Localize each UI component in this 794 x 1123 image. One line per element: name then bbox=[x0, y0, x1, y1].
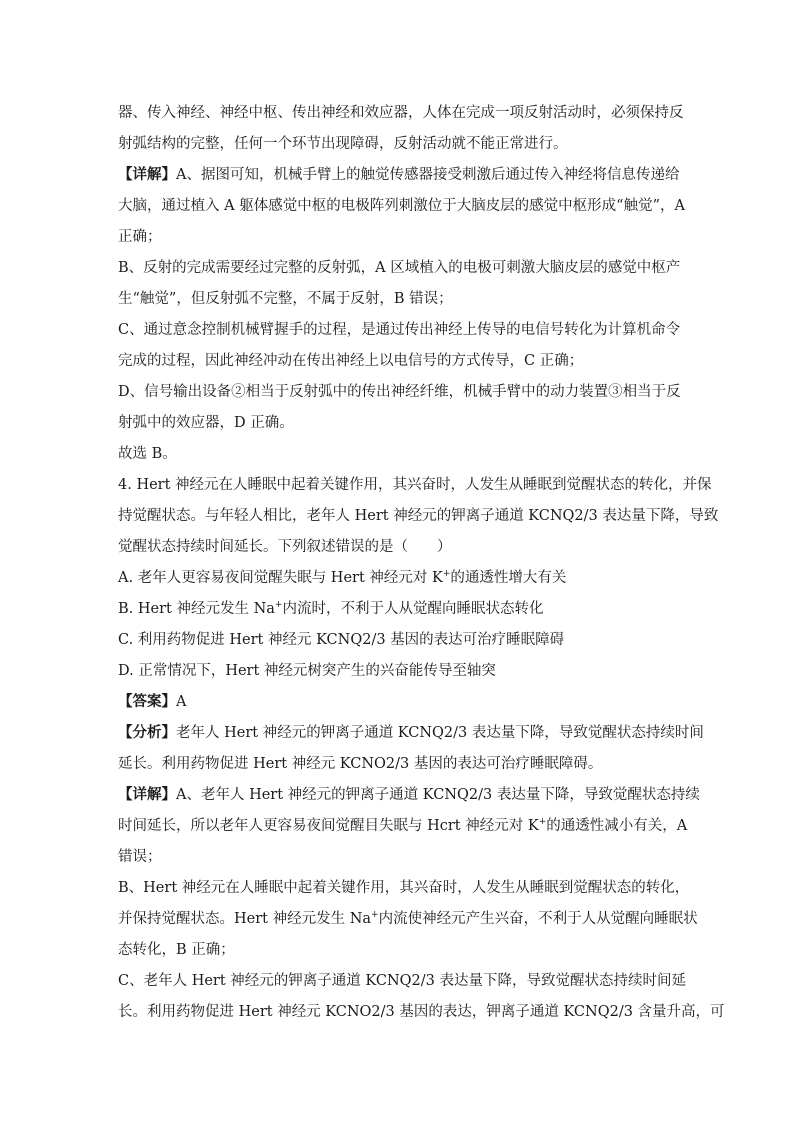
answer-line bbox=[118, 692, 678, 712]
detail-prev-a-line-2: 大脑，通过植入 A 躯体感觉中枢的电极阵列刺激位于大脑皮层的感觉中枢形成“触觉”，A bbox=[118, 198, 685, 214]
analysis-text: 老年人 Hert 神经元的钾离子通道 KCNQ2/3 表达量下降，导致觉醒状态持续时间 bbox=[176, 725, 704, 741]
detail-a-line-2 bbox=[118, 816, 688, 836]
superscript: + bbox=[538, 817, 547, 828]
analysis-label: 【分析】 bbox=[118, 724, 176, 741]
option-c: C. 利用药物促进 Hert 神经元 KCNQ2/3 基因的表达可治疗睡眠障碍 bbox=[118, 632, 565, 648]
detail-label: 【详解】 bbox=[118, 166, 176, 183]
question-4-stem-line-2: 持觉醒状态。与年轻人相比，老年人 Hert 神经元的钾离子通道 KCNQ2/3 表达量下降，导致 bbox=[118, 508, 719, 524]
option-b bbox=[118, 599, 678, 619]
detail-a-text: 时间延长，所以老年人更容易夜间觉醒目失眠与 Hcrt 神经元对 K bbox=[118, 818, 539, 834]
detail-prev-a-line-3: 正确； bbox=[118, 229, 162, 245]
detail-b-text: 并保持觉醒状态。Hert 神经元发生 Na bbox=[118, 911, 372, 927]
detail-label: 【详解】 bbox=[118, 786, 176, 803]
detail-prev-b-line-2: 生“触觉”，但反射弧不完整，不属于反射，B 错误； bbox=[118, 291, 453, 307]
answer-value: A bbox=[176, 694, 187, 710]
detail-c-line-2: 长。利用药物促进 Hert 神经元 KCNO2/3 基因的表达，钾离子通道 KCNQ2/3 含量升高，可 bbox=[118, 1004, 725, 1020]
option-d: D. 正常情况下，Hert 神经元树突产生的兴奋能传导至轴突 bbox=[118, 663, 496, 679]
analysis-prev-line-2: 射弧结构的完整，任何一个环节出现障碍，反射活动就不能正常进行。 bbox=[118, 136, 568, 152]
detail-prev-conclusion: 故选 B。 bbox=[118, 446, 177, 462]
option-b-text-end: 内流时，不利于人从觉醒向睡眠状态转化 bbox=[282, 601, 544, 617]
answer-label: 【答案】 bbox=[118, 693, 176, 710]
analysis-line-1 bbox=[118, 723, 704, 743]
detail-a-line-3: 错误； bbox=[118, 849, 162, 865]
detail-prev-d-line-1: D、信号输出设备②相当于反射弧中的传出神经纤维，机械手臂中的动力装置③相当于反 bbox=[118, 384, 681, 400]
superscript: + bbox=[442, 569, 451, 580]
detail-b-line-3: 态转化，B 正确； bbox=[118, 942, 235, 958]
detail-b-text-end: 内流使神经元产生兴奋，不利于人从觉醒向睡眠状 bbox=[378, 911, 698, 927]
option-b-text: B. Hert 神经元发生 Na bbox=[118, 601, 275, 617]
superscript: + bbox=[371, 910, 379, 921]
detail-prev-c-line-1: C、通过意念控制机械臂握手的过程，是通过传出神经上传导的电信号转化为计算机命令 bbox=[118, 322, 681, 338]
question-4-stem-line-3: 觉醒状态持续时间延长。下列叙述错误的是（ ） bbox=[118, 539, 452, 555]
superscript: + bbox=[274, 600, 283, 611]
detail-b-line-2 bbox=[118, 909, 698, 929]
detail-prev-c-line-2: 完成的过程，因此神经冲动在传出神经上以电信号的方式传导，C 正确； bbox=[118, 353, 584, 369]
detail-c-line-1: C、老年人 Hert 神经元的钾离子通道 KCNQ2/3 表达量下降，导致觉醒状态持续时间延 bbox=[118, 973, 686, 989]
detail-text: A、老年人 Hert 神经元的钾离子通道 KCNQ2/3 表达量下降，导致觉醒状态持续 bbox=[176, 787, 700, 803]
detail-prev-a-line-1 bbox=[118, 165, 678, 185]
option-a bbox=[118, 568, 678, 588]
option-a-text: A. 老年人更容易夜间觉醒失眠与 Hert 神经元对 K bbox=[118, 570, 443, 586]
detail-prev-b-line-1: B、反射的完成需要经过完整的反射弧，A 区域植入的电极可刺激大脑皮层的感觉中枢产 bbox=[118, 260, 681, 276]
detail-a-line-1 bbox=[118, 785, 700, 805]
option-a-text-end: 的通透性增大有关 bbox=[450, 570, 567, 586]
detail-text: A、据图可知，机械手臂上的触觉传感器接受刺激后通过传入神经将信息传递给 bbox=[176, 167, 680, 183]
detail-b-line-1: B、Hert 神经元在人睡眠中起着关键作用，其兴奋时，人发生从睡眠到觉醒状态的转化， bbox=[118, 880, 690, 896]
detail-prev-d-line-2: 射弧中的效应器，D 正确。 bbox=[118, 415, 294, 431]
question-4-stem-line-1: 4. Hert 神经元在人睡眠中起着关键作用，其兴奋时，人发生从睡眠到觉醒状态的转化，并保 bbox=[118, 477, 712, 493]
detail-a-text-end: 的通透性减小有关，A bbox=[546, 818, 688, 834]
analysis-line-2: 延长。利用药物促进 Hert 神经元 KCNO2/3 基因的表达可治疗睡眠障碍。 bbox=[118, 756, 603, 772]
analysis-prev-line-1: 器、传入神经、神经中枢、传出神经和效应器，人体在完成一项反射活动时，必须保持反 bbox=[118, 105, 684, 121]
